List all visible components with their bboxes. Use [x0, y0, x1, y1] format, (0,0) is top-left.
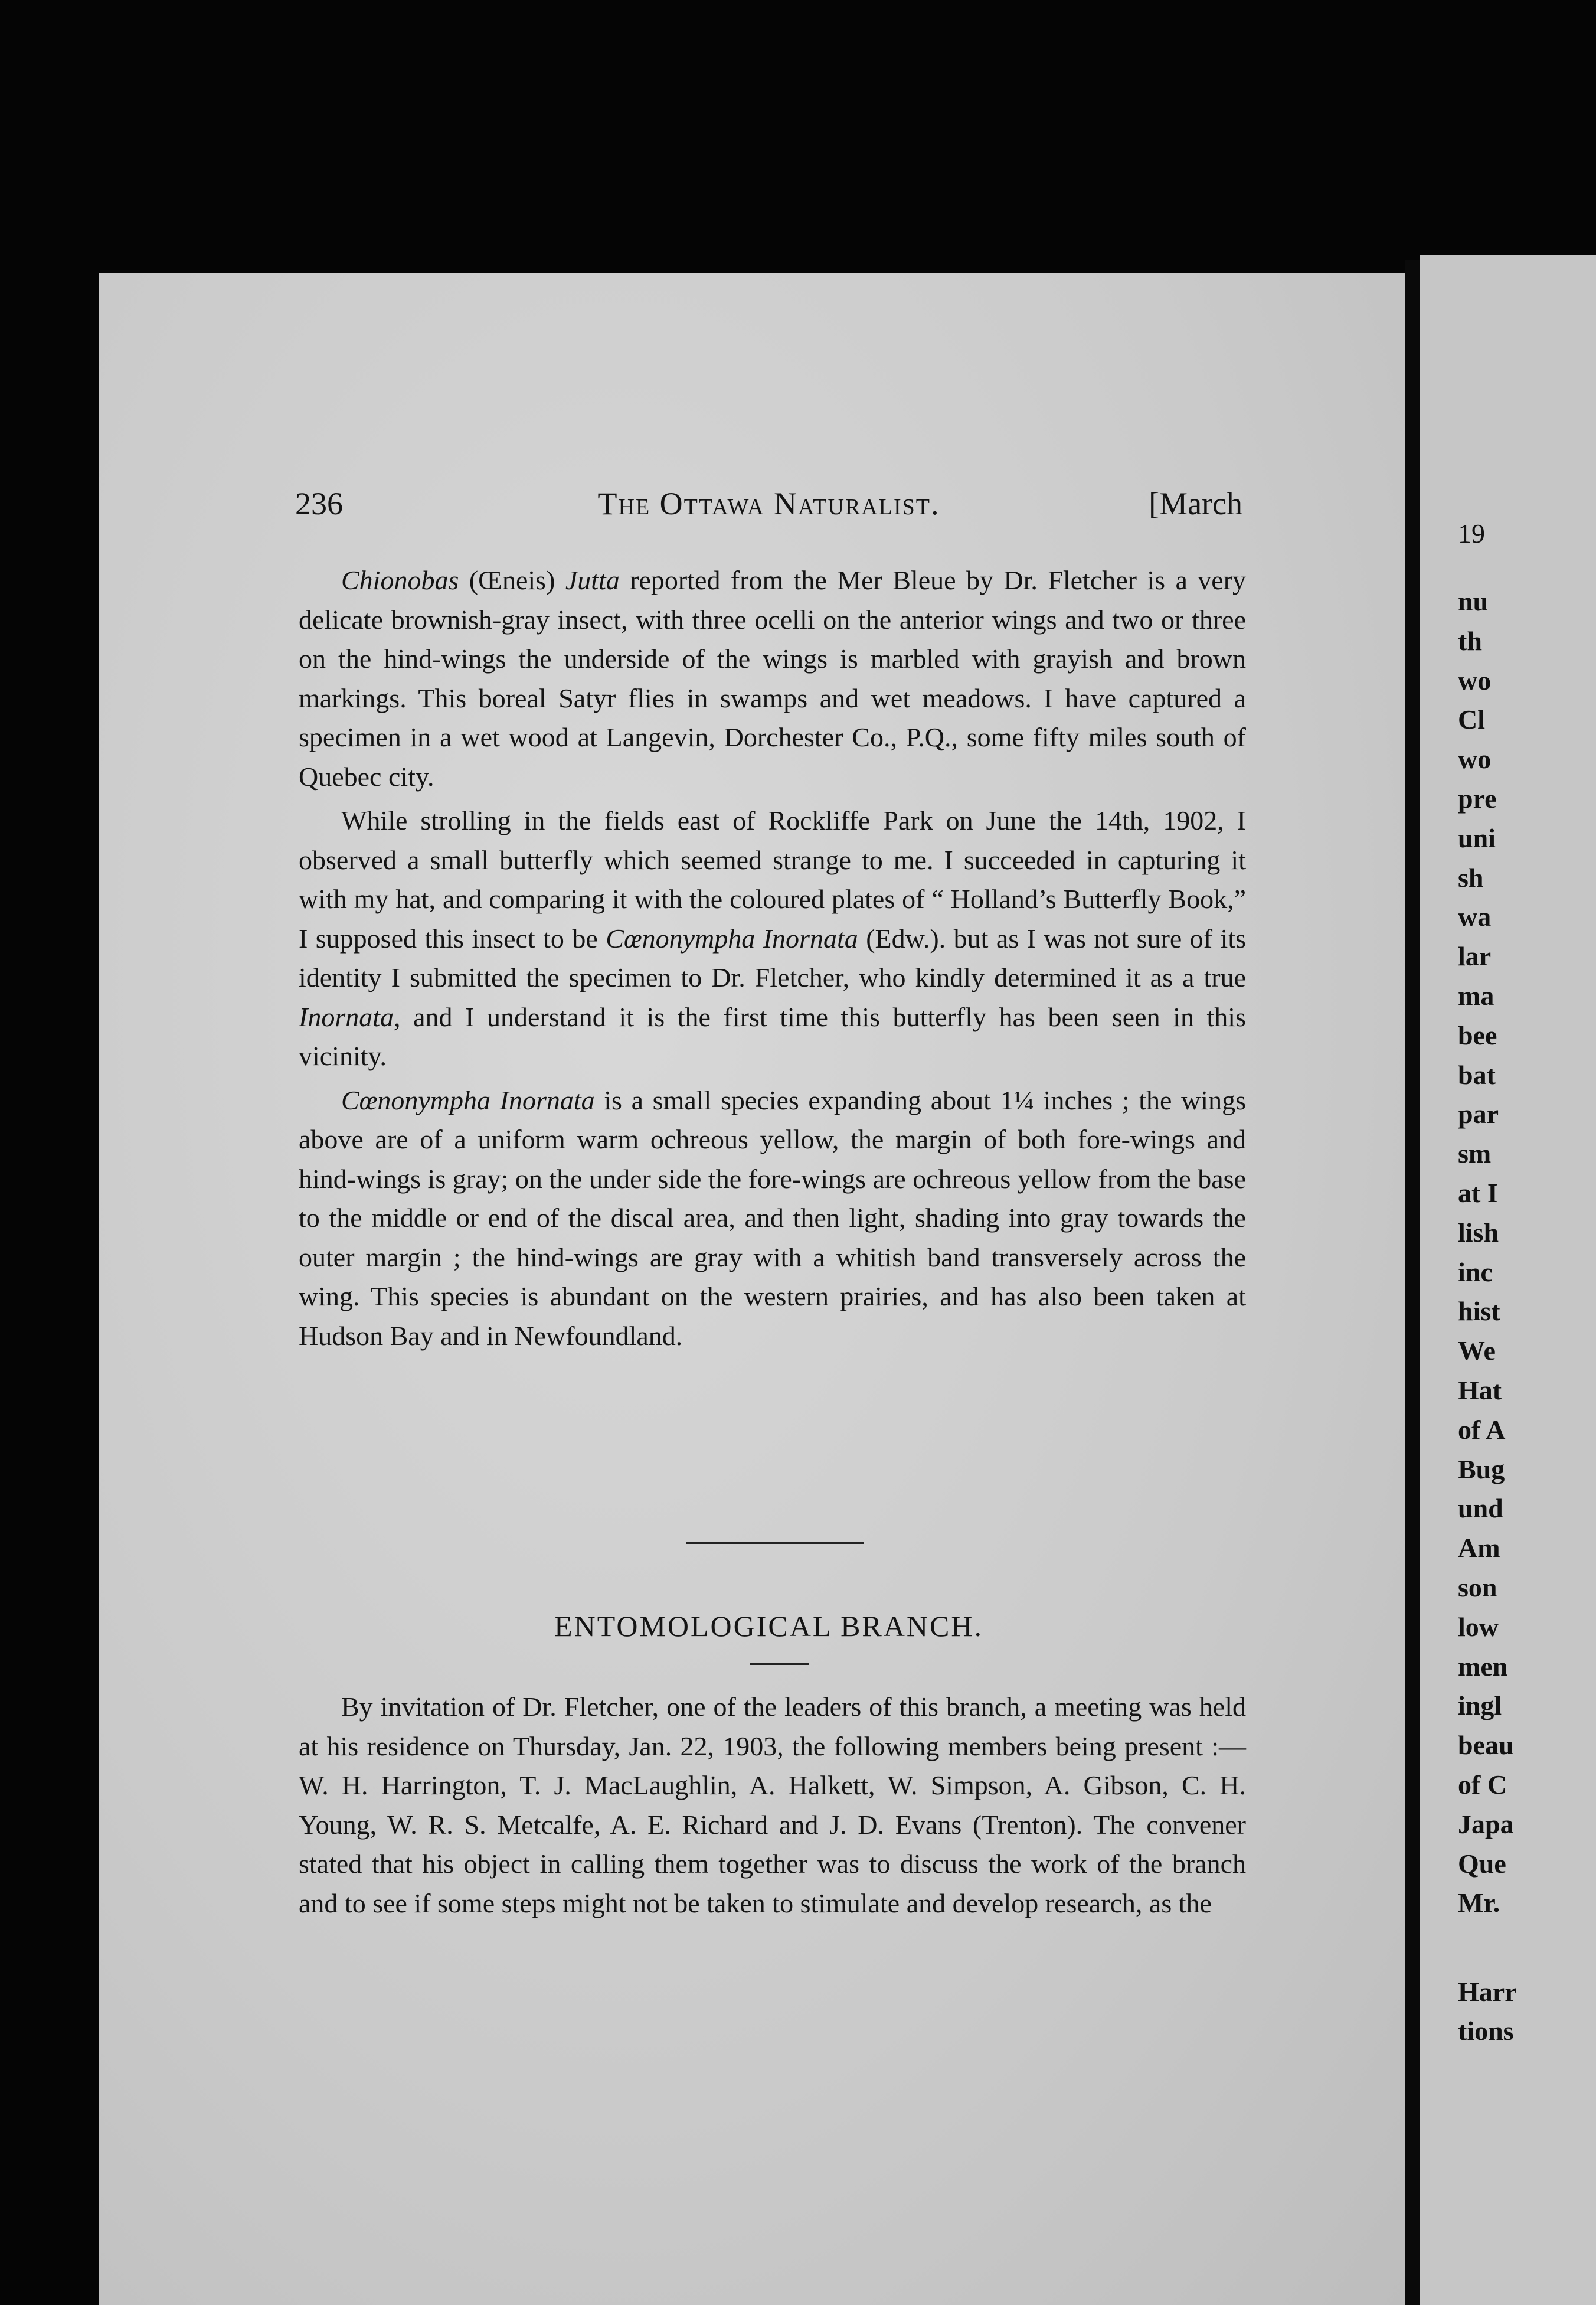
right-page-fragment: lish	[1458, 1217, 1499, 1248]
right-page-fragment: wa	[1458, 902, 1492, 932]
right-page-fragment: of C	[1458, 1769, 1507, 1800]
page-number: 236	[295, 486, 343, 521]
right-page-fragment: men	[1458, 1651, 1508, 1682]
right-page-fragment: wo	[1458, 744, 1492, 775]
section-body	[299, 1687, 1246, 1923]
right-page-fragment: hist	[1458, 1296, 1500, 1327]
right-page-fragment: son	[1458, 1572, 1497, 1602]
right-page-fragment: Cl	[1458, 704, 1485, 735]
paragraph-rockliffe	[299, 801, 1246, 1076]
species-name: Jutta	[565, 565, 620, 595]
right-page-fragment: Mr.	[1458, 1888, 1500, 1918]
right-page-fragment: of A	[1458, 1414, 1506, 1445]
paragraph-text: (Edw.). but as I was not sure of its identity I submitted the specimen to Dr. Fletcher, who kindly determined it as a true	[299, 923, 1247, 992]
species-name: Inornata,	[299, 1001, 401, 1032]
species-name: Chionobas	[341, 565, 459, 595]
heading-underline-rule	[750, 1663, 809, 1665]
right-page-fragment: We	[1458, 1336, 1496, 1366]
right-page-fragment: uni	[1458, 822, 1496, 853]
right-page-fragment: lar	[1458, 941, 1492, 972]
right-page-fragment: sh	[1458, 862, 1484, 893]
right-page-fragment: bat	[1458, 1059, 1496, 1090]
book-gutter	[1405, 260, 1420, 2305]
right-page-fragment: Hat	[1458, 1375, 1502, 1405]
article-body	[299, 561, 1246, 1356]
paragraph-text: (Œneis)	[459, 565, 565, 595]
right-page-fragment: Harr	[1458, 1977, 1517, 2007]
paragraph-text: is a small species expanding about 1¼ inches ; the wings above are of a uniform warm ochreous yellow, the margin of both fore-wings and hind-wings is gray; on the under side the fore-wings are ochreous yellow from the base to the middle or end of the discal area, and then light, shading into gray towards the outer margin ; the hind-wings are gray with a whitish band transversely across the wing. This species is abundant on the western prairies, and has also been taken at Hudson Bay and in Newfoundland.	[299, 1085, 1246, 1351]
running-header	[295, 485, 1242, 527]
species-name: Cœnonympha Inornata	[341, 1085, 595, 1115]
right-page-fragment: und	[1458, 1493, 1503, 1524]
right-page-fragment: inc	[1458, 1256, 1493, 1287]
right-page-fragment: par	[1458, 1099, 1499, 1129]
species-name: Cœnonympha Inornata	[606, 923, 858, 954]
right-page-fragment: bee	[1458, 1020, 1497, 1050]
paragraph-text: and I understand it is the first time this butterfly has been seen in this vicinity.	[299, 1001, 1246, 1071]
section-divider-rule	[686, 1542, 864, 1544]
right-page-fragment: wo	[1458, 665, 1492, 696]
paragraph-text: While strolling in the fields east of Rockliffe Park on June the 14th, 1902, I observed a small butterfly which seemed strange to me. I succeeded in capturing it with my hat, and comparing it with the coloured plates of “ Holland’s Butterfly Book,” I supposed this insect to be	[299, 805, 1246, 954]
right-page-fragment: sm	[1458, 1138, 1492, 1169]
right-page-fragment: th	[1458, 625, 1482, 656]
paragraph-chionobas	[299, 561, 1246, 796]
right-page-fragment: ma	[1458, 981, 1494, 1011]
right-page-fragment: Bug	[1458, 1454, 1505, 1484]
journal-title: The Ottawa Naturalist.	[597, 486, 940, 521]
right-page-fragment: tions	[1458, 2016, 1514, 2046]
right-page-fragment: low	[1458, 1611, 1499, 1642]
right-page-fragment: 19	[1458, 518, 1485, 549]
paragraph-meeting: By invitation of Dr. Fletcher, one of the leaders of this branch, a meeting was held at his residence on Thursday, Jan. 22, 1903, the following members being present :—W. H. Harrington, T. J. MacLaughlin, A. Halkett, W. Simpson, A. Gibson, C. H. Young, W. R. S. Metcalfe, A. E. Richard and J. D. Evans (Trenton). The convener stated that his object in calling them together was to discuss the work of the branch and to see if some steps might not be taken to stimulate and develop research, as the	[299, 1692, 1246, 1918]
right-page-fragment: beau	[1458, 1730, 1514, 1761]
right-page-fragment: ingl	[1458, 1690, 1502, 1721]
right-page-fragment: nu	[1458, 586, 1489, 616]
paragraph-inornata	[299, 1081, 1246, 1356]
section-heading: ENTOMOLOGICAL BRANCH.	[554, 1609, 983, 1643]
right-page-fragment: Am	[1458, 1533, 1500, 1563]
right-page-fragment: pre	[1458, 783, 1497, 814]
paragraph-text: reported from the Mer Bleue by Dr. Fletcher is a very delicate brownish-gray insect, with three ocelli on the anterior wings and two or three on the hind-wings the underside of the wings is marbled with grayish and brown markings. This boreal Satyr flies in swamps and wet meadows. I have captured a specimen in a wet wood at Langevin, Dorchester Co., P.Q., some fifty miles south of Quebec city.	[299, 565, 1246, 792]
right-page-fragment: Japa	[1458, 1808, 1514, 1839]
issue-month: [March	[1149, 486, 1242, 521]
right-page-fragment: at I	[1458, 1178, 1498, 1208]
right-page-fragment: Que	[1458, 1848, 1506, 1879]
